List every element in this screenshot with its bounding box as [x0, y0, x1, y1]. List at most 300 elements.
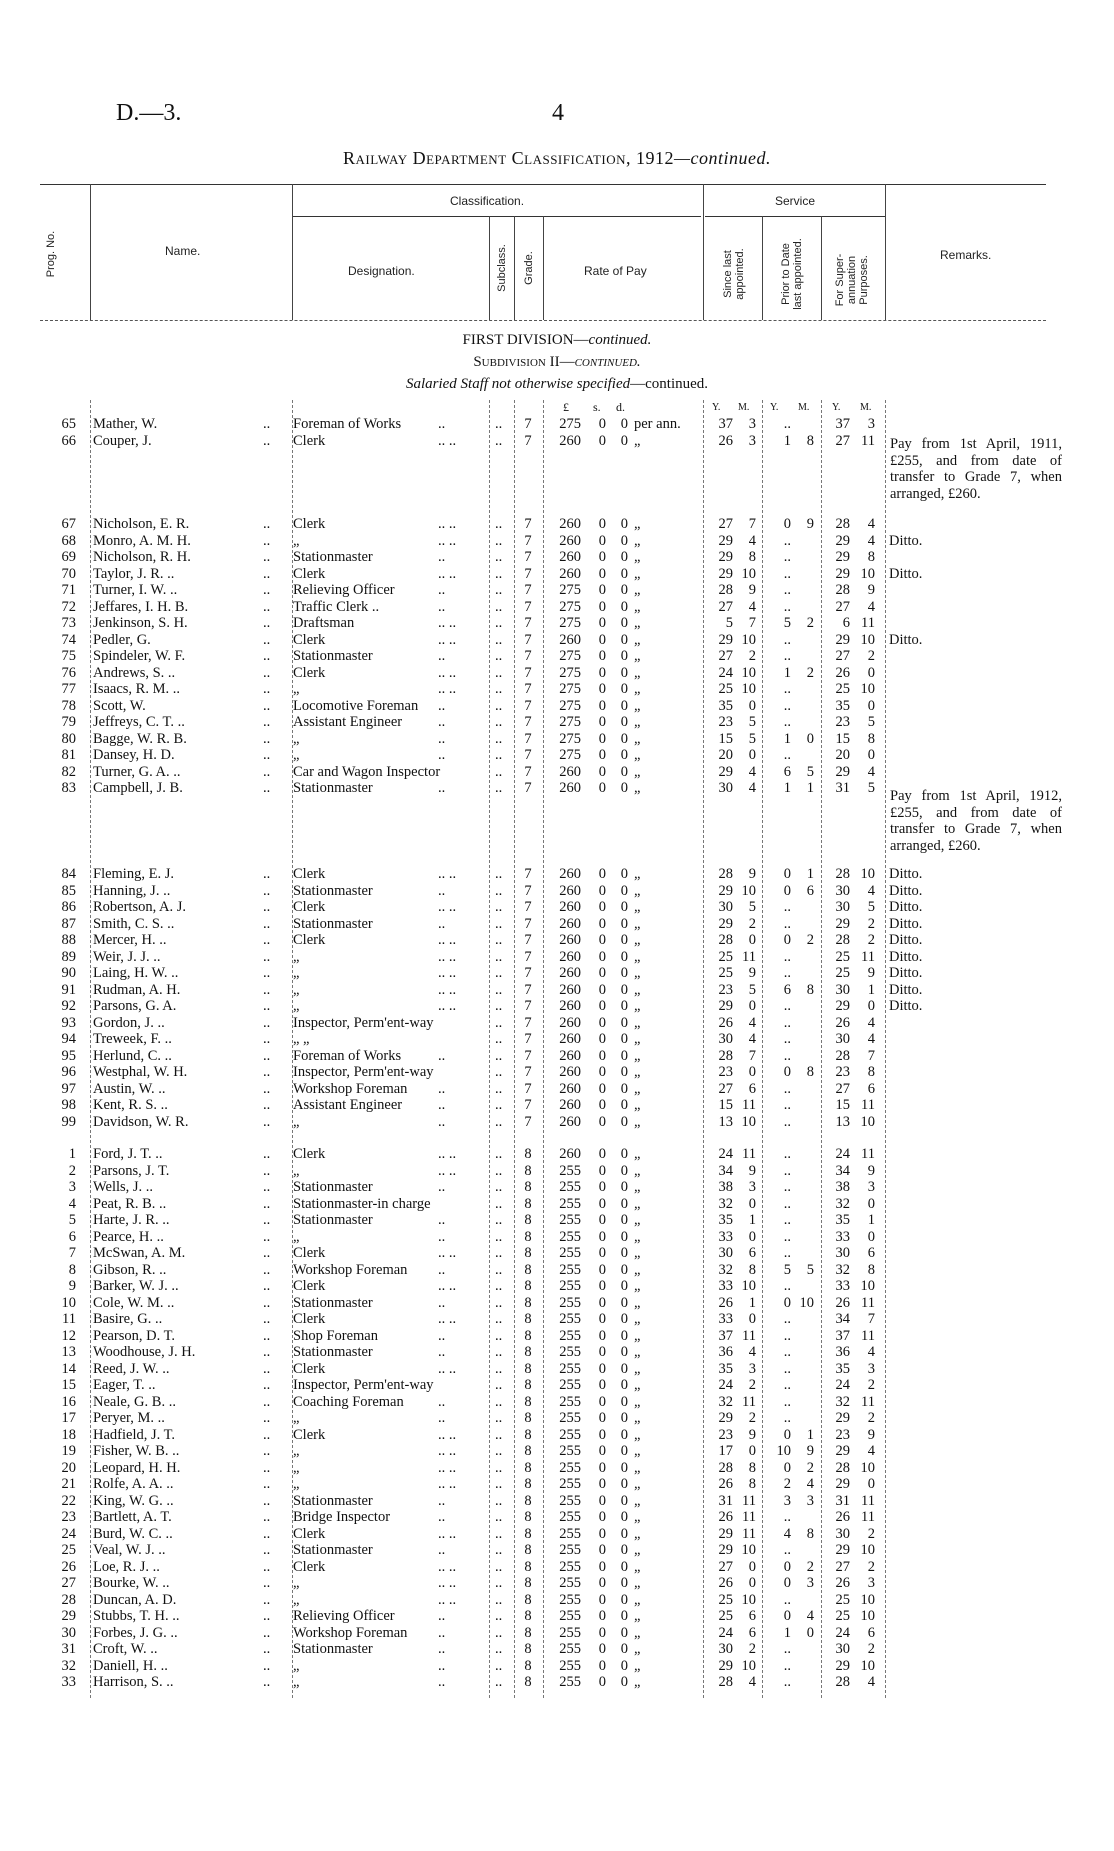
pay-pence: 0 — [620, 1393, 628, 1410]
subclass: .. — [495, 1542, 503, 1558]
designation-leader: .. — [438, 915, 446, 932]
super-years: 33 — [835, 1228, 850, 1245]
designation-leader: .. — [438, 648, 446, 664]
pay-pounds: 255 — [559, 1294, 581, 1311]
name-leader: .. — [263, 932, 271, 948]
designation: Foreman of Works — [293, 416, 402, 432]
designation-leader: .. — [438, 1228, 446, 1245]
designation: Clerk — [293, 1311, 326, 1327]
staff-name: Smith, C. S. .. — [93, 915, 175, 932]
table-row — [0, 1509, 1114, 1526]
pay-period: „ — [634, 998, 641, 1014]
prior-years: 10 — [776, 1443, 791, 1459]
prior-years: .. — [783, 1278, 791, 1294]
staff-name: Woodhouse, J. H. — [93, 1344, 196, 1360]
subclass: .. — [495, 1179, 503, 1195]
pay-period: „ — [634, 1278, 641, 1294]
staff-name: Harte, J. R. .. — [93, 1212, 170, 1228]
prior-years: .. — [783, 948, 791, 965]
name-leader: .. — [263, 631, 271, 648]
designation: Stationmaster — [293, 1542, 373, 1558]
grade: 8 — [524, 1410, 532, 1426]
pay-shillings: 0 — [598, 1674, 606, 1690]
since-years: 25 — [718, 948, 733, 965]
pay-pence: 0 — [620, 1641, 628, 1657]
designation: Clerk — [293, 899, 326, 915]
designation-leader: .. — [438, 1344, 446, 1360]
pay-pounds: 275 — [559, 648, 581, 664]
since-years: 29 — [718, 565, 733, 582]
since-months: 8 — [748, 549, 756, 565]
pay-shillings: 0 — [598, 615, 606, 631]
super-years: 25 — [835, 1608, 850, 1624]
since-months: 0 — [748, 998, 756, 1014]
subclass: .. — [495, 1064, 503, 1080]
designation: „ — [293, 948, 300, 965]
prog-number: 23 — [61, 1509, 76, 1525]
pay-pounds: 255 — [559, 1624, 581, 1641]
pay-shillings: 0 — [598, 1492, 606, 1509]
since-months: 10 — [741, 565, 756, 582]
table-row — [0, 1394, 1114, 1411]
super-years: 35 — [835, 1360, 850, 1377]
name-leader: .. — [263, 598, 271, 615]
header-designation: Designation. — [348, 264, 415, 278]
table-row — [0, 1674, 1114, 1691]
unit-pound: £ — [563, 400, 569, 414]
subclass: .. — [495, 697, 503, 714]
grade: 7 — [524, 565, 532, 582]
staff-name: Jenkinson, S. H. — [93, 615, 188, 631]
prior-years: 0 — [783, 866, 791, 882]
super-years: 34 — [835, 1311, 850, 1327]
staff-name: Leopard, H. H. — [93, 1459, 181, 1476]
designation-leader: .. .. — [438, 681, 457, 697]
pay-shillings: 0 — [598, 1047, 606, 1064]
name-leader: .. — [263, 998, 271, 1014]
grade: 7 — [524, 648, 532, 664]
name-leader: .. — [263, 582, 271, 598]
since-months: 11 — [742, 1525, 756, 1542]
pay-pounds: 255 — [559, 1195, 581, 1212]
header-subclass: Subclass. — [496, 244, 508, 292]
pay-shillings: 0 — [598, 1542, 606, 1558]
pay-shillings: 0 — [598, 1097, 606, 1113]
super-months: 9 — [867, 965, 875, 981]
grade: 7 — [524, 1097, 532, 1113]
super-months: 1 — [867, 981, 875, 998]
prior-years: 1 — [783, 432, 791, 449]
pay-period: „ — [634, 1410, 641, 1426]
grade: 8 — [524, 1311, 532, 1327]
remark: Ditto. — [889, 532, 923, 549]
designation: „ — [293, 1113, 300, 1130]
name-leader: .. — [263, 1525, 271, 1542]
since-years: 28 — [718, 866, 733, 882]
since-years: 29 — [718, 1410, 733, 1426]
prior-years: .. — [783, 1360, 791, 1377]
since-months: 4 — [748, 1674, 756, 1690]
name-leader: .. — [263, 1311, 271, 1327]
since-years: 28 — [718, 582, 733, 598]
pay-shillings: 0 — [598, 1278, 606, 1294]
designation-leader: .. — [438, 1261, 446, 1278]
since-years: 29 — [718, 532, 733, 549]
pay-period: „ — [634, 1245, 641, 1261]
staff-name: Reed, J. W. .. — [93, 1360, 170, 1377]
super-years: 29 — [835, 1542, 850, 1558]
since-months: 11 — [742, 1327, 756, 1344]
grade: 8 — [524, 1261, 532, 1278]
name-leader: .. — [263, 565, 271, 582]
super-months: 4 — [867, 1443, 875, 1459]
pay-period: „ — [634, 1377, 641, 1393]
prior-months: 9 — [806, 516, 814, 532]
designation-leader: .. .. — [438, 516, 457, 532]
since-years: 30 — [718, 899, 733, 915]
staff-name: Turner, G. A. .. — [93, 763, 181, 780]
subclass: .. — [495, 1278, 503, 1294]
pay-pounds: 255 — [559, 1278, 581, 1294]
since-months: 6 — [748, 1080, 756, 1097]
since-years: 23 — [718, 714, 733, 730]
designation-leader: .. — [438, 598, 446, 615]
staff-name: Spindeler, W. F. — [93, 648, 186, 664]
designation-leader: .. .. — [438, 1525, 457, 1542]
super-months: 8 — [867, 1261, 875, 1278]
super-years: 30 — [835, 1641, 850, 1657]
staff-name: Couper, J. — [93, 432, 152, 449]
prior-months: 2 — [806, 1459, 814, 1476]
subclass: .. — [495, 1591, 503, 1608]
grade: 8 — [524, 1360, 532, 1377]
table-row — [0, 949, 1114, 966]
pay-pounds: 255 — [559, 1327, 581, 1344]
prog-number: 66 — [61, 432, 76, 449]
prog-number: 68 — [61, 532, 76, 549]
since-months: 0 — [748, 1558, 756, 1575]
grade: 8 — [524, 1575, 532, 1591]
since-years: 26 — [718, 1014, 733, 1031]
name-leader: .. — [263, 1426, 271, 1443]
designation-leader: .. — [438, 1674, 446, 1690]
prior-years: .. — [783, 1641, 791, 1657]
grade: 8 — [524, 1278, 532, 1294]
pay-pounds: 260 — [559, 1097, 581, 1113]
since-years: 15 — [718, 730, 733, 747]
prior-years: .. — [783, 1674, 791, 1690]
name-leader: .. — [263, 1591, 271, 1608]
designation-leader: .. — [438, 1641, 446, 1657]
prior-years: .. — [783, 1311, 791, 1327]
prog-number: 92 — [61, 998, 76, 1014]
pay-pence: 0 — [620, 1443, 628, 1459]
designation-leader: .. .. — [438, 932, 457, 948]
name-leader: .. — [263, 549, 271, 565]
since-years: 28 — [718, 1459, 733, 1476]
grade: 7 — [524, 432, 532, 449]
pay-period: per ann. — [634, 416, 681, 432]
staff-name: Barker, W. J. .. — [93, 1278, 179, 1294]
grade: 7 — [524, 747, 532, 763]
pay-pence: 0 — [620, 549, 628, 565]
since-months: 2 — [748, 1641, 756, 1657]
pay-pounds: 260 — [559, 866, 581, 882]
since-years: 25 — [718, 1591, 733, 1608]
service-rule — [705, 216, 885, 217]
pay-period: „ — [634, 1459, 641, 1476]
pay-period: „ — [634, 1641, 641, 1657]
pay-period: „ — [634, 615, 641, 631]
pay-period: „ — [634, 1261, 641, 1278]
subclass: .. — [495, 582, 503, 598]
pay-pence: 0 — [620, 948, 628, 965]
staff-name: Herlund, C. .. — [93, 1047, 172, 1064]
prior-years: .. — [783, 1542, 791, 1558]
designation-leader: .. .. — [438, 565, 457, 582]
pay-pence: 0 — [620, 648, 628, 664]
pay-pence: 0 — [620, 1657, 628, 1674]
pay-pounds: 255 — [559, 1344, 581, 1360]
table-row — [0, 714, 1114, 731]
since-years: 27 — [718, 516, 733, 532]
subclass: .. — [495, 747, 503, 763]
super-months: 0 — [867, 697, 875, 714]
super-months: 6 — [867, 1080, 875, 1097]
pay-period: „ — [634, 549, 641, 565]
name-leader: .. — [263, 1641, 271, 1657]
designation-leader: .. — [438, 549, 446, 565]
super-months: 11 — [861, 1393, 875, 1410]
designation: „ — [293, 1459, 300, 1476]
since-years: 23 — [718, 1426, 733, 1443]
pay-pounds: 255 — [559, 1509, 581, 1525]
designation-leader: .. .. — [438, 1245, 457, 1261]
subclass: .. — [495, 1113, 503, 1130]
super-months: 10 — [860, 1657, 875, 1674]
staff-name: Pearson, D. T. — [93, 1327, 176, 1344]
prior-years: .. — [783, 598, 791, 615]
staff-name: Loe, R. J. .. — [93, 1558, 160, 1575]
super-months: 0 — [867, 664, 875, 681]
designation: „ — [293, 681, 300, 697]
prior-months: 2 — [806, 664, 814, 681]
name-leader: .. — [263, 1294, 271, 1311]
staff-name: Rudman, A. H. — [93, 981, 181, 998]
pay-pence: 0 — [620, 1558, 628, 1575]
subclass: .. — [495, 1097, 503, 1113]
pay-period: „ — [634, 1228, 641, 1245]
prog-number: 15 — [61, 1377, 76, 1393]
subclass: .. — [495, 1575, 503, 1591]
since-years: 27 — [718, 1080, 733, 1097]
page-title — [0, 148, 1114, 169]
designation: Relieving Officer — [293, 582, 395, 598]
division-continued: continued. — [588, 332, 652, 348]
super-years: 32 — [835, 1195, 850, 1212]
name-leader: .. — [263, 1097, 271, 1113]
division-heading — [0, 332, 1114, 349]
subclass: .. — [495, 1311, 503, 1327]
pay-period: „ — [634, 1294, 641, 1311]
name-leader: .. — [263, 1327, 271, 1344]
designation: Clerk — [293, 866, 326, 882]
super-years: 27 — [835, 432, 850, 449]
header-name: Name. — [165, 244, 201, 258]
name-leader: .. — [263, 1624, 271, 1641]
designation-leader: .. — [438, 780, 446, 796]
subclass: .. — [495, 516, 503, 532]
pay-pounds: 260 — [559, 1031, 581, 1047]
pay-pounds: 260 — [559, 516, 581, 532]
subclass: .. — [495, 1228, 503, 1245]
pay-pounds: 275 — [559, 582, 581, 598]
super-years: 30 — [835, 1031, 850, 1047]
super-months: 9 — [867, 1426, 875, 1443]
prior-months: 9 — [806, 1443, 814, 1459]
pay-period: „ — [634, 1509, 641, 1525]
super-months: 6 — [867, 1245, 875, 1261]
designation: Draftsman — [293, 615, 355, 631]
subdivision-continued: continued. — [574, 354, 641, 370]
pay-shillings: 0 — [598, 1426, 606, 1443]
designation-leader: .. — [438, 1179, 446, 1195]
designation-leader: .. .. — [438, 1443, 457, 1459]
grade: 8 — [524, 1459, 532, 1476]
super-months: 0 — [867, 1476, 875, 1492]
designation-leader: .. — [438, 730, 446, 747]
designation-leader: .. .. — [438, 1278, 457, 1294]
table-row — [0, 599, 1114, 616]
designation: „ — [293, 730, 300, 747]
pay-pence: 0 — [620, 1080, 628, 1097]
pay-shillings: 0 — [598, 1591, 606, 1608]
prior-years: 6 — [783, 981, 791, 998]
pay-pounds: 255 — [559, 1311, 581, 1327]
name-leader: .. — [263, 1492, 271, 1509]
pay-pounds: 255 — [559, 1393, 581, 1410]
since-months: 5 — [748, 730, 756, 747]
table-row — [0, 648, 1114, 665]
designation-leader: .. .. — [438, 432, 457, 449]
table-row — [0, 899, 1114, 916]
table-row — [0, 1377, 1114, 1394]
name-leader: .. — [263, 1674, 271, 1690]
pay-pence: 0 — [620, 1674, 628, 1690]
prog-number: 88 — [61, 932, 76, 948]
designation: Clerk — [293, 1558, 326, 1575]
name-leader: .. — [263, 1657, 271, 1674]
title-continued: —continued. — [673, 148, 771, 168]
staff-name: Kent, R. S. .. — [93, 1097, 168, 1113]
pay-pence: 0 — [620, 1047, 628, 1064]
pay-pence: 0 — [620, 1146, 628, 1162]
prior-years: 1 — [783, 780, 791, 796]
super-years: 31 — [835, 1492, 850, 1509]
pay-pence: 0 — [620, 1294, 628, 1311]
staff-name: Rolfe, A. A. .. — [93, 1476, 174, 1492]
table-row — [0, 1146, 1114, 1163]
super-months: 4 — [867, 1674, 875, 1690]
staff-name: Nicholson, R. H. — [93, 549, 191, 565]
prior-months: 2 — [806, 1558, 814, 1575]
pay-shillings: 0 — [598, 1476, 606, 1492]
pay-period: „ — [634, 948, 641, 965]
super-months: 4 — [867, 882, 875, 899]
since-months: 4 — [748, 532, 756, 549]
super-years: 38 — [835, 1179, 850, 1195]
col-divider — [489, 216, 490, 320]
subclass: .. — [495, 1360, 503, 1377]
super-months: 8 — [867, 1064, 875, 1080]
grade: 7 — [524, 932, 532, 948]
since-months: 11 — [742, 948, 756, 965]
subclass: .. — [495, 1294, 503, 1311]
super-months: 4 — [867, 598, 875, 615]
subclass: .. — [495, 1327, 503, 1344]
prog-number: 78 — [61, 697, 76, 714]
name-leader: .. — [263, 1261, 271, 1278]
pay-pounds: 260 — [559, 915, 581, 932]
header-service: Service — [775, 194, 816, 208]
pay-shillings: 0 — [598, 1228, 606, 1245]
since-months: 6 — [748, 1608, 756, 1624]
since-months: 3 — [748, 416, 756, 432]
name-leader: .. — [263, 780, 271, 796]
super-years: 35 — [835, 697, 850, 714]
grade: 7 — [524, 730, 532, 747]
grade: 8 — [524, 1641, 532, 1657]
designation-leader: .. — [438, 1047, 446, 1064]
staff-name: Pedler, G. — [93, 631, 151, 648]
pay-period: „ — [634, 1525, 641, 1542]
prior-years: .. — [783, 631, 791, 648]
pay-pounds: 260 — [559, 631, 581, 648]
since-years: 29 — [718, 915, 733, 932]
designation: „ — [293, 1674, 300, 1690]
designation: Locomotive Foreman — [293, 697, 419, 714]
pay-shillings: 0 — [598, 915, 606, 932]
grade: 7 — [524, 1047, 532, 1064]
super-months: 11 — [861, 948, 875, 965]
since-years: 29 — [718, 763, 733, 780]
prog-number: 77 — [61, 681, 76, 697]
table-row — [0, 1163, 1114, 1180]
pay-shillings: 0 — [598, 1179, 606, 1195]
since-years: 30 — [718, 780, 733, 796]
grade: 7 — [524, 549, 532, 565]
pay-pounds: 260 — [559, 899, 581, 915]
prog-number: 65 — [61, 416, 76, 432]
table-row — [0, 549, 1114, 566]
name-leader: .. — [263, 697, 271, 714]
pay-pounds: 260 — [559, 882, 581, 899]
grade: 7 — [524, 998, 532, 1014]
since-years: 24 — [718, 1146, 733, 1162]
grade: 7 — [524, 1064, 532, 1080]
super-years: 25 — [835, 1591, 850, 1608]
prior-months: 0 — [806, 1624, 814, 1641]
prog-number: 96 — [61, 1064, 76, 1080]
grade: 8 — [524, 1195, 532, 1212]
since-months: 7 — [748, 516, 756, 532]
super-months: 7 — [867, 1311, 875, 1327]
pay-pounds: 255 — [559, 1558, 581, 1575]
subclass: .. — [495, 915, 503, 932]
prior-months: 5 — [806, 1261, 814, 1278]
header-superannuation: For Super-annuation Purposes. — [834, 253, 870, 307]
since-months: 0 — [748, 1443, 756, 1459]
